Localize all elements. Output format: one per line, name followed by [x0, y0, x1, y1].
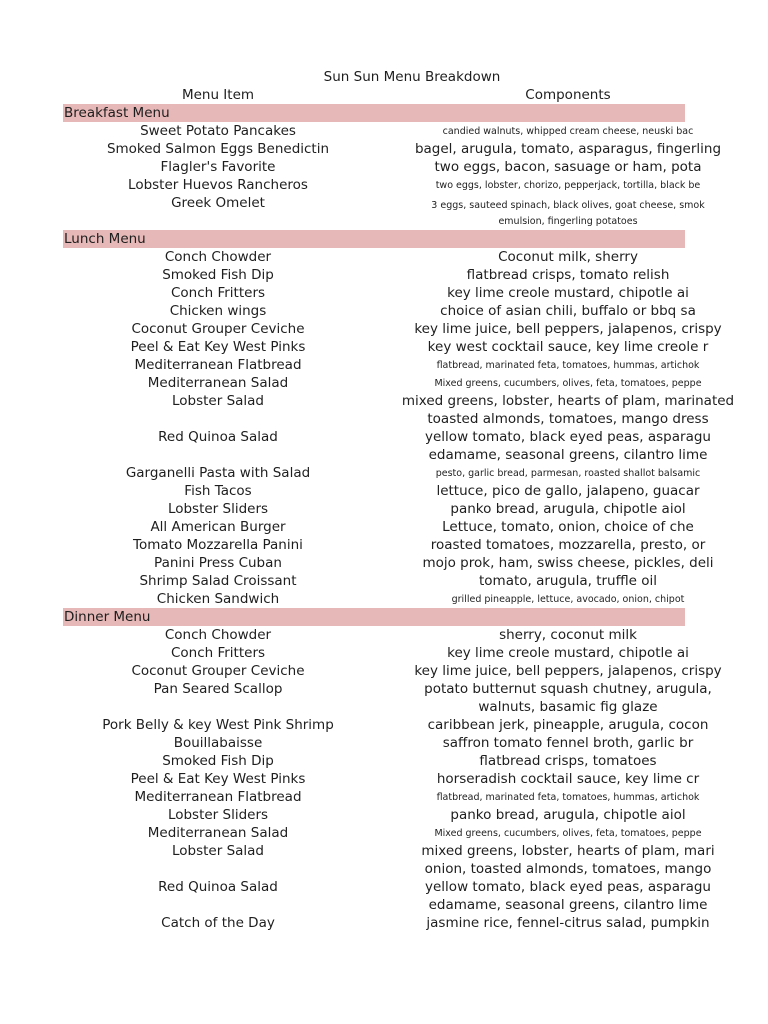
components-line: key lime juice, bell peppers, jalapenos, crispy — [414, 663, 722, 679]
components-line: jasmine rice, fennel-citrus salad, pumpkin — [426, 915, 710, 931]
menu-item-name: Pan Seared Scallop — [153, 681, 283, 697]
components-line: panko bread, arugula, chipotle aiol — [450, 807, 686, 823]
menu-item-components — [375, 590, 761, 610]
menu-row — [63, 644, 689, 662]
menu-row — [63, 338, 709, 356]
menu-item-components — [375, 662, 761, 680]
components-line: flatbread, marinated feta, tomatoes, hummas, artichok — [436, 360, 700, 371]
menu-item-components — [375, 716, 761, 734]
menu-item-components — [375, 554, 761, 572]
components-column-header: Components — [525, 87, 611, 103]
menu-row — [63, 878, 711, 914]
menu-item-name: Tomato Mozzarella Panini — [133, 537, 303, 553]
components-line: Mixed greens, cucumbers, olives, feta, tomatoes, peppe — [434, 378, 702, 389]
menu-item-components — [375, 770, 761, 788]
menu-sections — [63, 104, 735, 932]
menu-item-components — [375, 392, 761, 428]
menu-row — [63, 842, 715, 878]
menu-item-components — [375, 572, 761, 590]
menu-item-components — [375, 752, 761, 770]
menu-row — [63, 662, 722, 680]
components-line: bagel, arugula, tomato, asparagus, fingerling — [414, 141, 722, 157]
menu-row — [63, 248, 685, 266]
menu-row — [63, 122, 694, 140]
menu-row — [63, 680, 712, 716]
menu-item-components — [375, 518, 761, 536]
menu-row — [63, 626, 685, 644]
components-line: choice of asian chili, buffalo or bbq sa — [440, 303, 696, 319]
menu-item-components — [375, 734, 761, 752]
page-title: Sun Sun Menu Breakdown — [323, 69, 501, 85]
menu-item-components — [375, 302, 761, 320]
menu-row — [63, 824, 702, 842]
menu-row — [63, 590, 685, 608]
menu-item-components — [375, 284, 761, 302]
components-line: Lettuce, tomato, onion, choice of che — [442, 519, 694, 535]
menu-row — [63, 140, 722, 158]
menu-row — [63, 284, 689, 302]
menu-item-name: Conch Fritters — [170, 285, 266, 301]
menu-item-components — [375, 320, 761, 338]
menu-item-name: Peel & Eat Key West Pinks — [130, 339, 306, 355]
menu-item-name: Lobster Huevos Rancheros — [128, 177, 308, 193]
menu-item-name: Smoked Fish Dip — [162, 753, 274, 769]
column-header-row — [63, 86, 685, 104]
components-line: flatbread, marinated feta, tomatoes, hummas, artichok — [436, 792, 700, 803]
menu-row — [63, 788, 700, 806]
section-label: Dinner Menu — [64, 609, 151, 625]
menu-item-components — [375, 196, 761, 228]
menu-item-name: Mediterranean Salad — [147, 375, 289, 391]
menu-item-name: Fish Tacos — [184, 483, 252, 499]
menu-spreadsheet — [63, 68, 735, 932]
menu-item-name: Peel & Eat Key West Pinks — [130, 771, 306, 787]
components-line-continued: walnuts, basamic fig glaze — [478, 699, 658, 715]
menu-row — [63, 518, 694, 536]
section-label: Lunch Menu — [64, 231, 146, 247]
components-line: two eggs, bacon, sasuage or ham, pota — [434, 159, 702, 175]
menu-row — [63, 770, 700, 788]
menu-row — [63, 176, 701, 194]
components-line: roasted tomatoes, mozzarella, presto, or — [430, 537, 706, 553]
components-line: mojo prok, ham, swiss cheese, pickles, deli — [422, 555, 714, 571]
components-line: pesto, garlic bread, parmesan, roasted shallot balsamic — [435, 468, 701, 479]
menu-item-name: Lobster Sliders — [167, 501, 269, 517]
components-line: yellow tomato, black eyed peas, asparagu — [425, 879, 711, 895]
components-line: sherry, coconut milk — [499, 627, 637, 643]
components-line: 3 eggs, sauteed spinach, black olives, goat cheese, smok — [431, 200, 705, 211]
menu-item-name: Coconut Grouper Ceviche — [131, 663, 305, 679]
menu-item-components — [375, 842, 761, 878]
components-line: yellow tomato, black eyed peas, asparagu — [425, 429, 711, 445]
menu-item-name: Lobster Sliders — [167, 807, 269, 823]
components-line: flatbread crisps, tomatoes — [479, 753, 657, 769]
menu-row — [63, 392, 735, 428]
components-line-continued: emulsion, fingerling potatoes — [498, 216, 638, 227]
menu-item-name: Lobster Salad — [171, 393, 265, 409]
components-line: key lime creole mustard, chipotle ai — [447, 285, 689, 301]
components-line: tomato, arugula, truffle oil — [478, 573, 658, 589]
menu-row — [63, 914, 710, 932]
menu-row — [63, 572, 685, 590]
menu-item-components — [375, 266, 761, 284]
menu-item-name: Conch Chowder — [164, 627, 272, 643]
menu-row — [63, 302, 696, 320]
components-line-continued: onion, toasted almonds, tomatoes, mango — [424, 861, 712, 877]
menu-item-components — [375, 464, 761, 484]
menu-item-components — [375, 536, 761, 554]
menu-item-name: Smoked Salmon Eggs Benedictin — [106, 141, 330, 157]
components-line: caribbean jerk, pineapple, arugula, cocon — [427, 717, 709, 733]
section-header — [63, 104, 685, 122]
menu-row — [63, 536, 706, 554]
menu-item-components — [375, 122, 761, 142]
menu-item-name: Garganelli Pasta with Salad — [125, 465, 311, 481]
menu-row — [63, 752, 685, 770]
menu-item-components — [375, 356, 761, 376]
menu-item-column-header: Menu Item — [181, 87, 255, 103]
components-line: Mixed greens, cucumbers, olives, feta, tomatoes, peppe — [434, 828, 702, 839]
components-line: key lime creole mustard, chipotle ai — [447, 645, 689, 661]
menu-item-components — [375, 500, 761, 518]
components-line: panko bread, arugula, chipotle aiol — [450, 501, 686, 517]
menu-row — [63, 428, 711, 464]
menu-item-components — [375, 644, 761, 662]
menu-row — [63, 464, 701, 482]
components-line: grilled pineapple, lettuce, avocado, onion, chipot — [451, 594, 685, 605]
section-header — [63, 608, 685, 626]
components-line: saffron tomato fennel broth, garlic br — [442, 735, 694, 751]
menu-item-name: Sweet Potato Pancakes — [140, 123, 296, 139]
menu-item-name: Conch Fritters — [170, 645, 266, 661]
menu-item-components — [375, 824, 761, 844]
menu-item-components — [375, 878, 761, 914]
menu-item-name: Mediterranean Flatbread — [134, 357, 302, 373]
menu-item-name: Conch Chowder — [164, 249, 272, 265]
menu-item-components — [375, 140, 761, 158]
menu-row — [63, 158, 702, 176]
menu-row — [63, 482, 700, 500]
components-line: lettuce, pico de gallo, jalapeno, guacar — [436, 483, 700, 499]
components-line: Coconut milk, sherry — [498, 249, 638, 265]
components-line: potato butternut squash chutney, arugula, — [424, 681, 712, 697]
menu-item-name: Coconut Grouper Ceviche — [131, 321, 305, 337]
components-line-continued: toasted almonds, tomatoes, mango dress — [427, 411, 709, 427]
menu-item-name: Smoked Fish Dip — [162, 267, 274, 283]
components-line: mixed greens, lobster, hearts of plam, mari — [421, 843, 715, 859]
menu-item-components — [375, 338, 761, 356]
components-line: candied walnuts, whipped cream cheese, neuski bac — [442, 126, 694, 137]
menu-item-name: Bouillabaisse — [173, 735, 263, 751]
menu-row — [63, 356, 700, 374]
menu-item-components — [375, 158, 761, 176]
menu-row — [63, 194, 705, 230]
menu-item-components — [375, 626, 761, 644]
components-line: horseradish cocktail sauce, key lime cr — [436, 771, 700, 787]
components-line: mixed greens, lobster, hearts of plam, marinated — [401, 393, 735, 409]
menu-item-components — [375, 806, 761, 824]
menu-item-components — [375, 428, 761, 464]
components-line: key west cocktail sauce, key lime creole r — [427, 339, 709, 355]
components-line: key lime juice, bell peppers, jalapenos, crispy — [414, 321, 722, 337]
menu-row — [63, 374, 702, 392]
menu-row — [63, 806, 685, 824]
menu-item-components — [375, 248, 761, 266]
menu-item-components — [375, 176, 761, 196]
menu-row — [63, 716, 709, 734]
section-label: Breakfast Menu — [64, 105, 170, 121]
menu-item-components — [375, 680, 761, 716]
menu-item-components — [375, 482, 761, 500]
menu-item-name: Chicken Sandwich — [156, 591, 280, 607]
menu-row — [63, 266, 685, 284]
menu-item-components — [375, 914, 761, 932]
menu-item-name: Catch of the Day — [161, 915, 275, 931]
menu-item-components — [375, 788, 761, 808]
components-line-continued: edamame, seasonal greens, cilantro lime — [428, 897, 708, 913]
menu-item-name: Mediterranean Flatbread — [134, 789, 302, 805]
menu-item-name: Shrimp Salad Croissant — [139, 573, 297, 589]
menu-item-name: Flagler's Favorite — [160, 159, 276, 175]
menu-row — [63, 734, 694, 752]
menu-item-name: Lobster Salad — [171, 843, 265, 859]
menu-item-name: Greek Omelet — [171, 195, 265, 211]
menu-row — [63, 500, 685, 518]
menu-item-name: Panini Press Cuban — [154, 555, 282, 571]
components-line: flatbread crisps, tomato relish — [466, 267, 670, 283]
components-line: two eggs, lobster, chorizo, pepperjack, tortilla, black be — [435, 180, 701, 191]
menu-item-components — [375, 374, 761, 394]
menu-row — [63, 320, 722, 338]
menu-item-name: Red Quinoa Salad — [158, 879, 278, 895]
title-row — [63, 68, 685, 86]
components-line-continued: edamame, seasonal greens, cilantro lime — [428, 447, 708, 463]
menu-item-name: Chicken wings — [169, 303, 267, 319]
menu-item-name: Mediterranean Salad — [147, 825, 289, 841]
menu-row — [63, 554, 714, 572]
menu-item-name: Pork Belly & key West Pink Shrimp — [102, 717, 334, 733]
menu-item-name: All American Burger — [150, 519, 286, 535]
section-header — [63, 230, 685, 248]
menu-item-name: Red Quinoa Salad — [158, 429, 278, 445]
